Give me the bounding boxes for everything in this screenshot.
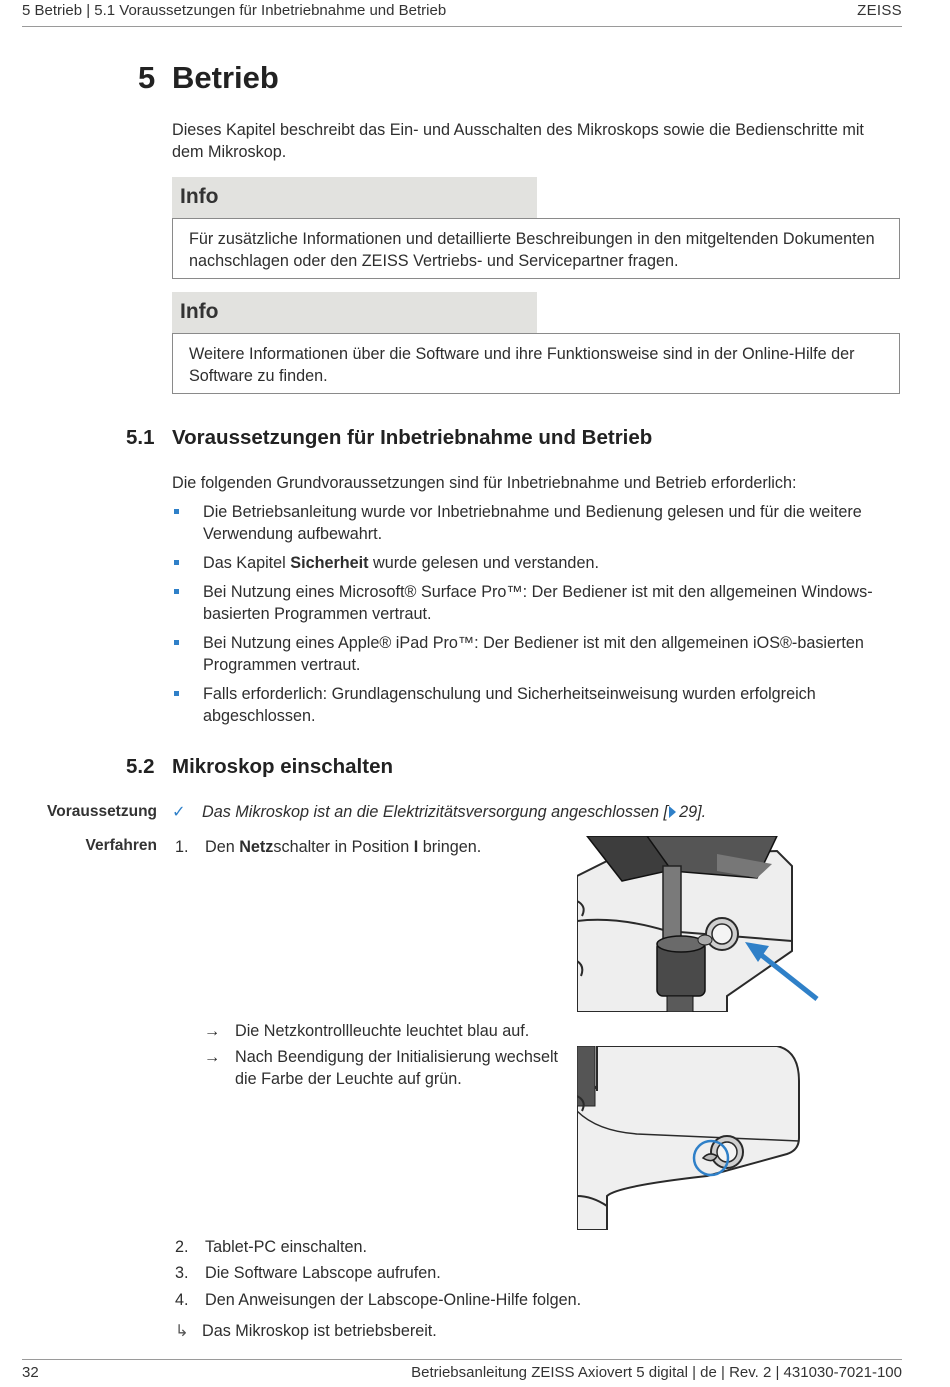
info-box-2 [172, 333, 900, 394]
page-ref-arrow-icon [669, 806, 676, 818]
section-5-2-heading: 5.2 Mikroskop einschalten [126, 755, 394, 778]
section-5-1-intro: Die folgenden Grundvoraussetzungen sind für Inbetriebnahme und Betrieb erforderlich: [172, 474, 797, 492]
step-3: 3. Die Software Labscope aufrufen. [175, 1264, 441, 1282]
info-box-2-text: Weitere Informationen über die Software und ihre Funktionsweise sind in der Online-Hilfe der Software zu finden. [189, 345, 855, 385]
section-5-1-heading: 5.1 Voraussetzungen für Inbetriebnahme und Betrieb [126, 426, 653, 449]
power-switch-figure [577, 836, 822, 1012]
step-4: 4. Den Anweisungen der Labscope-Online-Hilfe folgen. [175, 1291, 582, 1309]
chapter-intro: Dieses Kapitel beschreibt das Ein- und Ausschalten des Mikroskops sowie die Bedienschritte mit dem Mikroskop. [172, 121, 864, 161]
power-light-figure [577, 1046, 803, 1230]
bullet-marker [174, 560, 179, 565]
step-1: 1. Den Netzschalter in Position I bringen. [175, 838, 482, 856]
bullet-marker [174, 509, 179, 514]
page-ref-link[interactable]: 29 [679, 803, 698, 821]
list-item: Die Betriebsanleitung wurde vor Inbetriebnahme und Bedienung gelesen und für die weitere Verwendung aufbewahrt. [172, 501, 902, 545]
header-brand: ZEISS [857, 2, 902, 19]
chapter-title: 5 Betrieb [138, 60, 279, 95]
info-box-1-header [172, 177, 537, 218]
header-divider [22, 26, 902, 27]
page-number: 32 [22, 1364, 39, 1381]
bullet-marker [174, 691, 179, 696]
list-item: Bei Nutzung eines Microsoft® Surface Pro™: Der Bediener ist mit den allgemeinen Windows-basierten Programmen vertraut. [172, 581, 902, 625]
result-arrow-icon: → [204, 1048, 221, 1066]
header-breadcrumb: 5 Betrieb | 5.1 Voraussetzungen für Inbetriebnahme und Betrieb [22, 2, 447, 19]
info-box-2-label: Info [180, 300, 219, 323]
bullet-marker [174, 640, 179, 645]
bullet-marker [174, 589, 179, 594]
list-item: Bei Nutzung eines Apple® iPad Pro™: Der Bediener ist mit den allgemeinen iOS®-basierten Programmen vertraut. [172, 632, 902, 676]
step-2: 2. Tablet-PC einschalten. [175, 1238, 367, 1256]
check-icon: ✓ [172, 803, 186, 821]
footer-divider [22, 1359, 902, 1360]
info-box-1 [172, 218, 900, 279]
info-box-1-label: Info [180, 185, 219, 208]
list-item: Das Kapitel Sicherheit wurde gelesen und verstanden. [172, 552, 902, 574]
result-arrow-icon: → [204, 1022, 221, 1040]
prerequisite-text: ✓ Das Mikroskop ist an die Elektrizitätsversorgung angeschlossen [ 29]. [172, 803, 707, 821]
footer-doc-info: Betriebsanleitung ZEISS Axiovert 5 digital | de | Rev. 2 | 431030-7021-100 [411, 1364, 902, 1381]
info-box-2-header [172, 292, 537, 333]
list-item: Falls erforderlich: Grundlagenschulung und Sicherheitseinweisung wurden erfolgreich abgeschlossen. [172, 683, 902, 727]
procedure-label: Verfahren [85, 837, 157, 854]
prerequisite-label: Voraussetzung [47, 803, 157, 820]
result-return-icon: ↳ [175, 1322, 189, 1340]
final-result: ↳ Das Mikroskop ist betriebsbereit. [175, 1322, 437, 1340]
requirements-list [172, 501, 902, 734]
info-box-1-text: Für zusätzliche Informationen und detaillierte Beschreibungen in den mitgeltenden Dokumenten nachschlagen oder den ZEISS Vertriebs- und Servicepartner fragen. [189, 230, 875, 270]
